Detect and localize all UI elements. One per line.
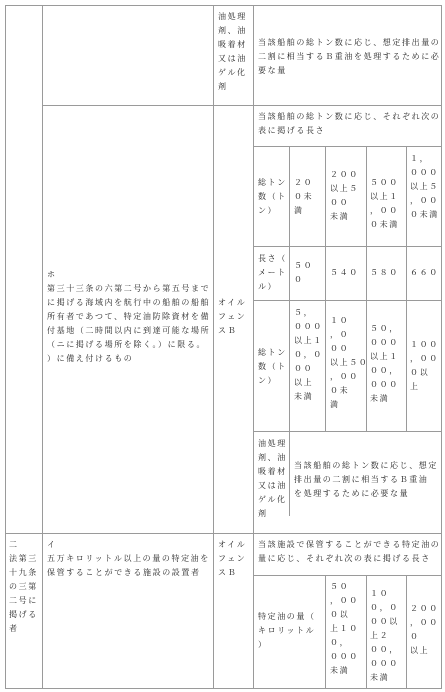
t1-h4: １， ０００ 以上５ ，００ ０未満 (410, 154, 439, 219)
ni-material: オイル フェン スＢ (218, 540, 247, 577)
t2-col-1 (325, 575, 326, 688)
t1-h3: ５００ 以上１ ，００ ０未満 (370, 178, 399, 229)
t2-h0: 特定油の量（ キロリットル ） (258, 612, 316, 649)
ho-sub-label: 油処理 剤、油 吸着材 又は油 ゲル化 剤 (258, 439, 287, 518)
t2-col-2 (366, 575, 367, 688)
border-left (5, 5, 6, 688)
top-material-desc: 当該船舶の総トン数に応じ、想定排出量の 二割に相当するＢ重油を処理するために必 要な量 (258, 38, 441, 75)
t1-l1: ５０ ０ (294, 261, 314, 284)
t2-col-3 (406, 575, 407, 688)
ni-note: 当該施設で保管することができる特定油の 量に応じ、それぞれ次の表に掲げる長さ (258, 540, 441, 563)
t1-col-4 (406, 146, 407, 431)
ni-left-label: 二 法第三 十九条 の三第 二号に 掲げる 者 (9, 540, 38, 633)
row-line-1 (42, 105, 442, 106)
t1-l3: ５８０ (370, 268, 399, 277)
t1-h1: ２０ ０未 満 (294, 178, 314, 215)
t1-top (253, 146, 441, 147)
border-top (5, 5, 442, 6)
t1-l4: ６６０ (410, 268, 439, 277)
t1-col-2 (325, 146, 326, 431)
t2-h1: ５０ ，００ ０以 上１０ ０， ０００ 未満 (330, 582, 359, 675)
t2-h2: １０ ０，０ ００以 上２ ００， ０００ 未満 (370, 589, 399, 682)
ho-section-text: ホ 第三十三条の六第二号から第五号まで に掲げる海域内を航行中の船舶の船舶 所有者であつて、特定油防除資材を備 付基地（二時間以内に到達可能な場所 （ニに掲げる場所を除く。）に限る。 ）に備え付けるもの (47, 270, 211, 363)
t1-row-2 (253, 300, 441, 301)
row-line-2 (5, 533, 442, 534)
ho-sub-desc: 当該船舶の総トン数に応じ、想定 排出量の二割に相当するＢ重油 を処理するために必要な量 (294, 461, 438, 498)
t1-g2: １０ ，０ ００ 以上５０ ，００ ０未 満 (330, 316, 369, 409)
ho-material: オイル フェン スＢ (218, 298, 247, 335)
ni-section-text: イ 五万キロリットル以上の量の特定油を 保管することができる施設の設置者 (47, 540, 210, 577)
t2-top (253, 575, 441, 576)
t1-l2: ５４０ (330, 268, 359, 277)
col-line-1 (42, 5, 43, 688)
top-material-label: 油処理 剤、油 吸着材 又は油 ゲル化 剤 (218, 12, 247, 91)
t1-g0: 総トン 数（ト ン） (258, 348, 287, 385)
t1-h0: 総トン 数（ト ン） (258, 178, 287, 215)
t1-col-1 (289, 146, 290, 516)
t2-h3: ２００ ，０００ 以上 (410, 604, 439, 655)
col-line-3 (253, 5, 254, 688)
t1-g3: ５０， ０００ 以上１ ００， ０００ 未満 (370, 324, 399, 403)
t1-g4: １００ ，００ ０以 上 (410, 340, 439, 391)
border-right (441, 5, 442, 688)
t1-h2: ２００ 以上５ ００ 未満 (330, 170, 359, 221)
t1-l0: 長さ（ メート ル） (258, 254, 287, 291)
border-bottom (5, 688, 442, 689)
t1-bottom (253, 431, 441, 432)
t1-g1: ５， ０００ 以上１ ０，０ ００ 以上 未満 (294, 308, 323, 401)
col-line-2 (213, 5, 214, 688)
t1-row-1 (253, 246, 441, 247)
ho-note: 当該船舶の総トン数に応じ、それぞれ次の 表に掲げる長さ (258, 112, 441, 135)
